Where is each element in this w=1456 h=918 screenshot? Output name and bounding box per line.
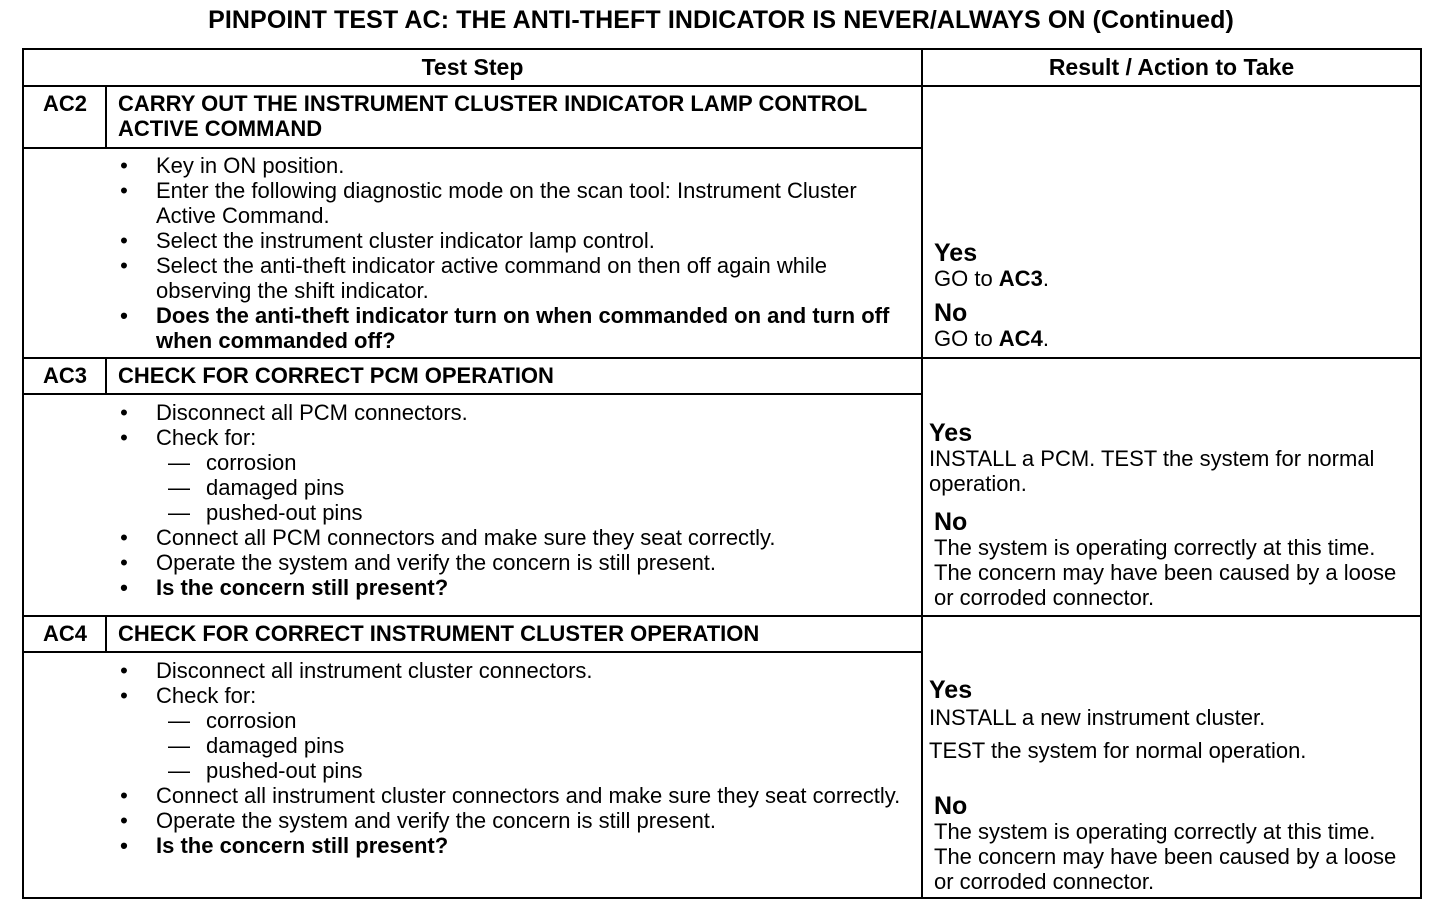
bullet-icon: • bbox=[120, 253, 128, 278]
dash-icon: — bbox=[168, 708, 190, 733]
list-item-question: • Does the anti-theft indicator turn on when commanded on and turn off when commanded off? bbox=[114, 303, 916, 353]
header-bottom-line bbox=[24, 85, 1420, 87]
list-item: • Select the instrument cluster indicator lamp control. bbox=[114, 228, 916, 253]
dash-icon: — bbox=[168, 450, 190, 475]
row-divider bbox=[24, 357, 1420, 359]
list-item: • Disconnect all PCM connectors. bbox=[114, 400, 916, 425]
dash-icon: — bbox=[168, 475, 190, 500]
step-title: CHECK FOR CORRECT PCM OPERATION bbox=[118, 363, 554, 388]
goto-step-link: AC4 bbox=[998, 326, 1043, 351]
sub-list-item: — corrosion bbox=[114, 708, 966, 733]
list-item: • Operate the system and verify the concern is still present. bbox=[114, 550, 916, 575]
step-instructions bbox=[114, 400, 966, 600]
dash-icon: — bbox=[168, 733, 190, 758]
sub-list-item: — damaged pins bbox=[114, 733, 966, 758]
sub-list-item: — damaged pins bbox=[114, 475, 966, 500]
no-label: No bbox=[934, 508, 968, 536]
list-item-question: • Is the concern still present? bbox=[114, 575, 916, 600]
list-item-question: • Is the concern still present? bbox=[114, 833, 916, 858]
goto-step-link: AC3 bbox=[998, 266, 1043, 291]
title-underline bbox=[24, 393, 922, 395]
step-instructions bbox=[114, 153, 916, 353]
bullet-icon: • bbox=[120, 683, 128, 708]
sub-list-item: — pushed-out pins bbox=[114, 758, 966, 783]
row-divider bbox=[24, 615, 1420, 617]
yes-label: Yes bbox=[934, 239, 978, 267]
title-underline bbox=[24, 147, 922, 149]
step-title: CHECK FOR CORRECT INSTRUMENT CLUSTER OPERATION bbox=[118, 621, 760, 646]
bullet-icon: • bbox=[120, 658, 128, 683]
sub-list-item: — pushed-out pins bbox=[114, 500, 966, 525]
result-yes: Yes INSTALL a PCM. TEST the system for normal operation. bbox=[929, 420, 1399, 496]
bullet-icon: • bbox=[120, 550, 128, 575]
dash-icon: — bbox=[168, 500, 190, 525]
step-id: AC4 bbox=[42, 621, 87, 646]
result-no: No The system is operating correctly at this time. The concern may have been caused by a loose or corroded connector. bbox=[934, 509, 1414, 610]
bullet-icon: • bbox=[120, 425, 128, 450]
pinpoint-test-table bbox=[22, 48, 1422, 899]
bullet-icon: • bbox=[120, 228, 128, 253]
yes-label: Yes bbox=[929, 676, 973, 704]
page-title: PINPOINT TEST AC: THE ANTI-THEFT INDICATOR IS NEVER/ALWAYS ON (Continued) bbox=[208, 6, 1234, 34]
result-yes: Yes INSTALL a new instrument cluster. TEST the system for normal operation. bbox=[929, 677, 1399, 763]
list-item: • Disconnect all instrument cluster connectors. bbox=[114, 658, 916, 683]
list-item: • Connect all instrument cluster connectors and make sure they seat correctly. bbox=[114, 783, 916, 808]
list-item: • Key in ON position. bbox=[114, 153, 916, 178]
step-id: AC3 bbox=[42, 363, 87, 388]
bullet-icon: • bbox=[120, 833, 128, 858]
list-item: • Connect all PCM connectors and make sure they seat correctly. bbox=[114, 525, 916, 550]
result-no: No The system is operating correctly at this time. The concern may have been caused by a loose or corroded connector. bbox=[934, 793, 1414, 894]
step-instructions bbox=[114, 658, 966, 858]
bullet-icon: • bbox=[120, 783, 128, 808]
bullet-icon: • bbox=[120, 153, 128, 178]
title-underline bbox=[24, 651, 922, 653]
list-item: • Enter the following diagnostic mode on the scan tool: Instrument Cluster Active Command. bbox=[114, 178, 916, 228]
bullet-icon: • bbox=[120, 400, 128, 425]
no-label: No bbox=[934, 792, 968, 820]
list-item: • Select the anti-theft indicator active command on then off again while observing the shift indicator. bbox=[114, 253, 916, 303]
bullet-icon: • bbox=[120, 303, 128, 328]
dash-icon: — bbox=[168, 758, 190, 783]
bullet-icon: • bbox=[120, 178, 128, 203]
bullet-icon: • bbox=[120, 525, 128, 550]
bullet-icon: • bbox=[120, 808, 128, 833]
step-id: AC2 bbox=[42, 91, 87, 116]
list-item: • Operate the system and verify the concern is still present. bbox=[114, 808, 916, 833]
result-yes: Yes GO to AC3. bbox=[934, 240, 1424, 291]
result-header: Result / Action to Take bbox=[1048, 54, 1295, 80]
step-title: CARRY OUT THE INSTRUMENT CLUSTER INDICATOR LAMP CONTROL ACTIVE COMMAND bbox=[118, 91, 867, 141]
no-label: No bbox=[934, 299, 968, 327]
sub-list-item: — corrosion bbox=[114, 450, 966, 475]
test-step-header: Test Step bbox=[421, 54, 524, 80]
yes-label: Yes bbox=[929, 419, 973, 447]
list-item: • Check for: bbox=[114, 425, 916, 450]
list-item: • Check for: bbox=[114, 683, 916, 708]
result-no: No GO to AC4. bbox=[934, 300, 1424, 351]
bullet-icon: • bbox=[120, 575, 128, 600]
